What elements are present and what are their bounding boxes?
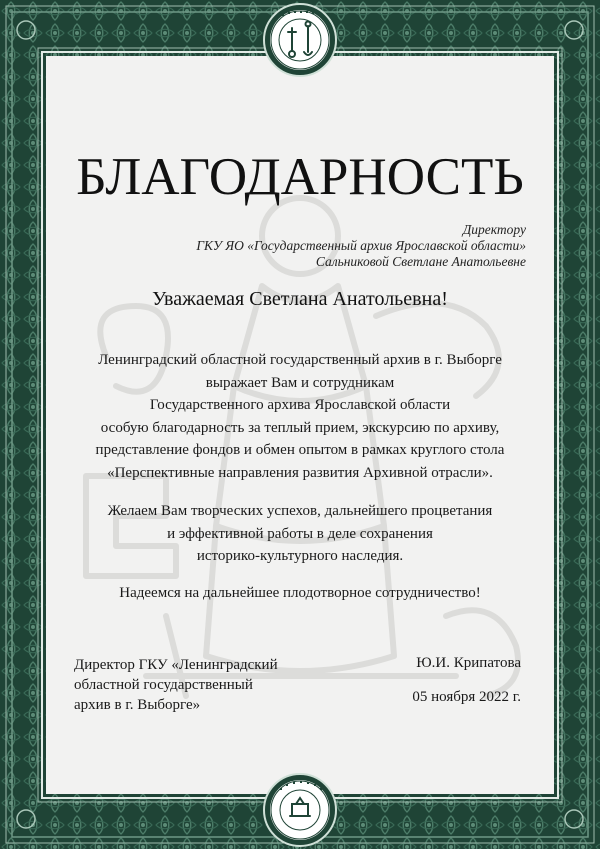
paragraph-cooperation [60,582,540,605]
signatory-title-line: архив в г. Выборге» [74,697,201,713]
recipient-line: Сальниковой Светлане Анатольевне [315,254,526,269]
paragraph-line: выражает Вам и сотрудникам [205,374,395,391]
paragraph-line: особую благодарность за теплый прием, экскурсию по архиву, [100,419,500,436]
archive-seal-icon [262,2,338,78]
paragraph-line: Желаем Вам творческих успехов, дальнейшего процветания [107,503,493,519]
paragraph-line: историко-культурного наследия. [196,548,404,564]
archive-seal-icon [262,772,338,848]
paragraph-line: Ленинградский областной государственный архив в г. Выборге [98,352,502,368]
paragraph-line: Государственного архива Ярославской области [149,397,451,413]
paragraph-line: Надеемся на дальнейшее плодотворное сотрудничество! [119,585,481,601]
paragraph-line: «Перспективные направления развития Архивной отрасли». [107,464,493,481]
signatory-title-line: Директор ГКУ «Ленинградский [74,657,278,673]
paragraph-wishes [60,500,540,568]
signatory-title [74,655,278,715]
paragraph-gratitude [60,349,540,484]
recipient-block [196,222,526,270]
document-title: БЛАГОДАРНОСТЬ [76,148,524,206]
recipient-line: Директору [462,222,526,237]
signatory-title-line: областной государственный [74,677,253,693]
greeting: Уважаемая Светлана Анатольевна! [152,288,448,310]
document-date: 05 ноября 2022 г. [412,689,521,705]
signatory-name: Ю.И. Крипатова [416,655,521,671]
recipient-line: ГКУ ЯО «Государственный архив Ярославской области» [196,238,526,253]
paragraph-line: и эффективной работы в деле сохранения [167,525,433,542]
paragraph-line: представление фондов и обмен опытом в рамках круглого стола [95,442,505,458]
